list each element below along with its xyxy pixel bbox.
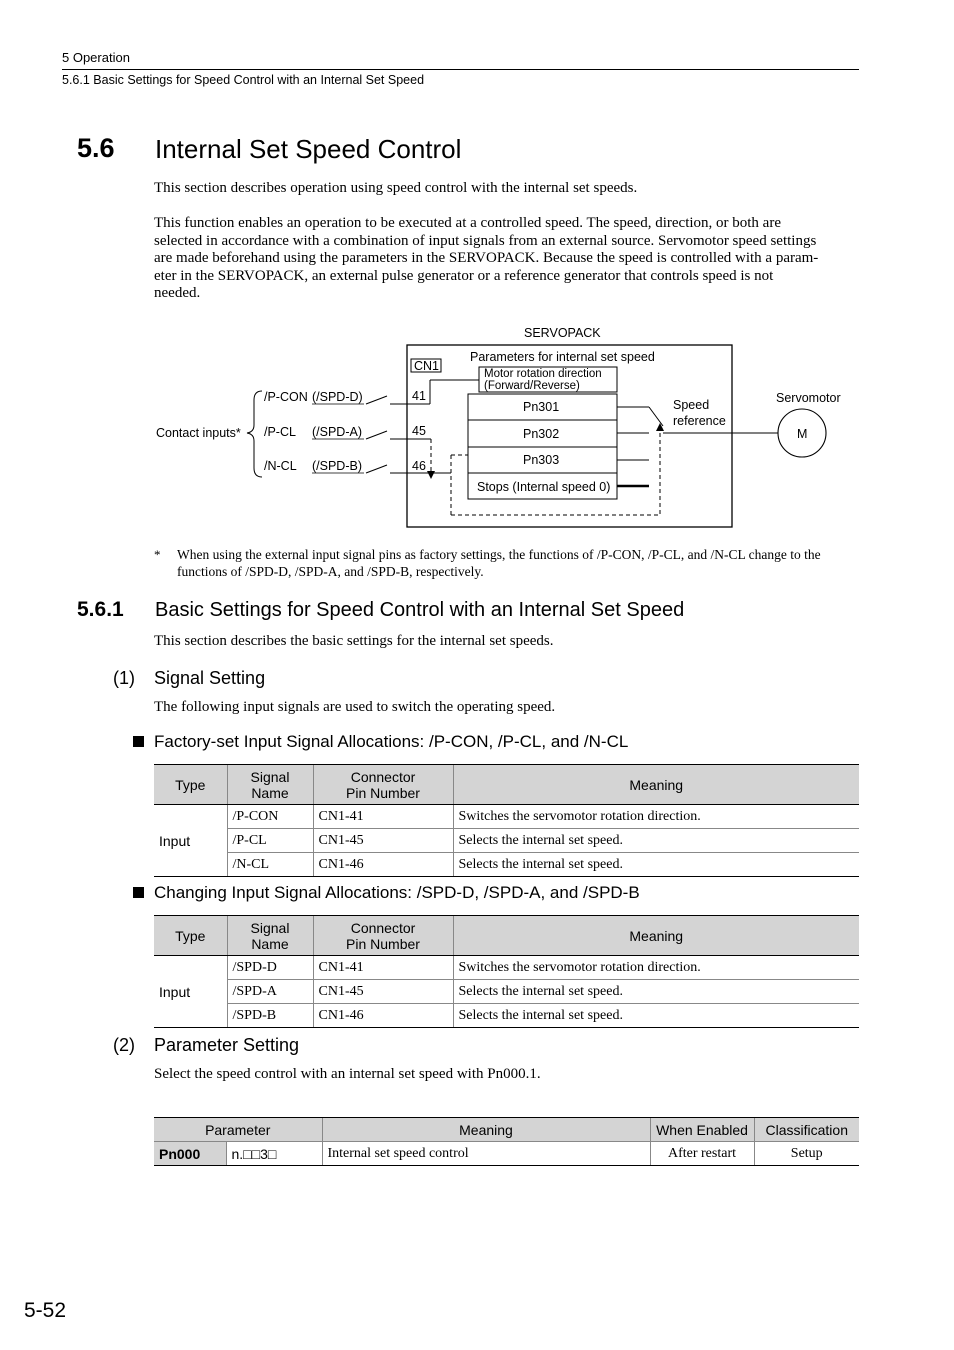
servomotor-label: Servomotor [776, 391, 841, 405]
contact-inputs-label: Contact inputs* [156, 426, 241, 440]
servopack-label: SERVOPACK [524, 326, 601, 340]
motor-direction-sub: (Forward/Reverse) [484, 380, 580, 392]
contact-brace [247, 391, 262, 477]
parameter-table [154, 1117, 859, 1166]
col-connector: Connector Pin Number [313, 765, 453, 805]
table-row [154, 1004, 859, 1028]
pin-cell: CN1-46 [313, 1004, 453, 1028]
parameter-number: Pn000 [154, 1142, 226, 1166]
col-signal: Signal Name [227, 916, 313, 956]
parameter-setting-heading: Parameter Setting [154, 1035, 300, 1055]
col-when-enabled: When Enabled [650, 1118, 754, 1142]
meaning-cell: Selects the internal set speed. [453, 980, 859, 1004]
running-header-chapter: 5 Operation [62, 50, 130, 65]
table-row [154, 980, 859, 1004]
type-cell: Input [154, 956, 227, 1028]
factory-signal-table [154, 764, 859, 877]
section-title: Internal Set Speed Control [155, 134, 462, 164]
signal-setting-intro: The following input signals are used to switch the operating speed. [154, 699, 556, 715]
pin-46: 46 [412, 459, 426, 473]
col-classification: Classification [754, 1118, 859, 1142]
table-row [154, 805, 859, 829]
meaning-cell: Switches the servomotor rotation direction. [453, 805, 859, 829]
params-title: Parameters for internal set speed [470, 350, 655, 364]
speed-ref-label-2: reference [673, 414, 726, 428]
table-row [154, 829, 859, 853]
footnote-line: When using the external input signal pins as factory settings, the functions of /P-CON, /P-CL, and /N-CL change to the [177, 547, 821, 562]
running-header-section: 5.6.1 Basic Settings for Speed Control with an Internal Set Speed [62, 73, 425, 87]
body-line: This function enables an operation to be executed at a controlled speed. The speed, direction, or both are [154, 215, 781, 231]
body-line: eter in the SERVOPACK, an external pulse generator or a reference generator that controls speed is not [154, 267, 774, 284]
signal-cell: /SPD-B [227, 1004, 313, 1028]
signal-spd-d: (/SPD-D) [312, 390, 363, 404]
internal-speed-block-diagram [0, 0, 954, 545]
speed-ref-label: Speed [673, 398, 710, 412]
meaning-cell: Selects the internal set speed. [453, 829, 859, 853]
factory-heading [133, 732, 628, 752]
pin-cell: CN1-45 [313, 980, 453, 1004]
changing-heading [133, 883, 640, 903]
col-type: Type [154, 765, 227, 805]
col-meaning: Meaning [322, 1118, 650, 1142]
motor-m: M [797, 427, 808, 441]
col-type: Type [154, 916, 227, 956]
page-number: 5-52 [24, 1299, 67, 1322]
col-meaning: Meaning [453, 916, 859, 956]
parameter-setting-intro: Select the speed control with an internal set speed with Pn000.1. [154, 1066, 541, 1082]
footnote-text [177, 547, 867, 580]
signal-spd-a: (/SPD-A) [312, 425, 362, 439]
footnote-mark: * [154, 547, 161, 562]
pn302-label: Pn302 [523, 427, 560, 441]
signal-pcl: /P-CL [264, 425, 296, 439]
table-row [154, 956, 859, 980]
square-bullet-icon [133, 736, 144, 747]
pin-45: 45 [412, 424, 426, 438]
motor-direction-label: Motor rotation direction [484, 368, 602, 380]
pin-cell: CN1-41 [313, 805, 453, 829]
col-parameter: Parameter [154, 1118, 322, 1142]
body-line: selected in accordance with a combination of input signals from an external source. Servomotor speed settings [154, 232, 817, 249]
changing-heading-text: Changing Input Signal Allocations: /SPD-D, /SPD-A, and /SPD-B [154, 883, 640, 902]
square-bullet-icon [133, 887, 144, 898]
signal-cell: /N-CL [227, 853, 313, 877]
section-number: 5.6 [77, 133, 115, 163]
footnote-line: functions of /SPD-D, /SPD-A, and /SPD-B, respectively. [177, 563, 484, 579]
col-meaning: Meaning [453, 765, 859, 805]
parameter-value: n.□□3□ [226, 1142, 322, 1166]
signal-spd-b: (/SPD-B) [312, 459, 362, 473]
signal-cell: /P-CON [227, 805, 313, 829]
type-cell: Input [154, 805, 227, 877]
meaning-cell: Selects the internal set speed. [453, 853, 859, 877]
meaning-cell: Selects the internal set speed. [453, 1004, 859, 1028]
pn303-label: Pn303 [523, 453, 560, 467]
body-line: are made beforehand using the parameters in the SERVOPACK. Because the speed is controlled with a param- [154, 250, 819, 267]
pin-41: 41 [412, 389, 426, 403]
parameter-meaning: Internal set speed control [322, 1142, 650, 1166]
factory-heading-text: Factory-set Input Signal Allocations: /P-CON, /P-CL, and /N-CL [154, 732, 629, 751]
signal-cell: /P-CL [227, 829, 313, 853]
meaning-cell: Switches the servomotor rotation direction. [453, 956, 859, 980]
changing-signal-table [154, 915, 859, 1028]
pn301-label: Pn301 [523, 400, 560, 414]
section-intro: This section describes operation using speed control with the internal set speeds. [154, 180, 638, 196]
pin-cell: CN1-46 [313, 853, 453, 877]
pin-cell: CN1-41 [313, 956, 453, 980]
pin-cell: CN1-45 [313, 829, 453, 853]
signal-setting-heading: Signal Setting [154, 668, 266, 688]
subsection-title: Basic Settings for Speed Control with an Internal Set Speed [155, 599, 685, 621]
subsection-intro: This section describes the basic settings for the internal set speeds. [154, 633, 554, 649]
col-signal: Signal Name [227, 765, 313, 805]
table-row [154, 853, 859, 877]
stops-label: Stops (Internal speed 0) [477, 480, 611, 494]
parameter-when-enabled: After restart [650, 1142, 754, 1166]
body-line: needed. [154, 285, 201, 302]
parameter-setting-number: (2) [113, 1035, 135, 1055]
signal-cell: /SPD-D [227, 956, 313, 980]
signal-ncl: /N-CL [264, 459, 297, 473]
signal-cell: /SPD-A [227, 980, 313, 1004]
cn1-label: CN1 [414, 359, 440, 373]
col-connector: Connector Pin Number [313, 916, 453, 956]
signal-setting-number: (1) [113, 668, 135, 688]
subsection-number: 5.6.1 [77, 598, 124, 621]
parameter-classification: Setup [754, 1142, 859, 1166]
table-row [154, 1142, 859, 1166]
signal-pcon: /P-CON [264, 390, 308, 404]
